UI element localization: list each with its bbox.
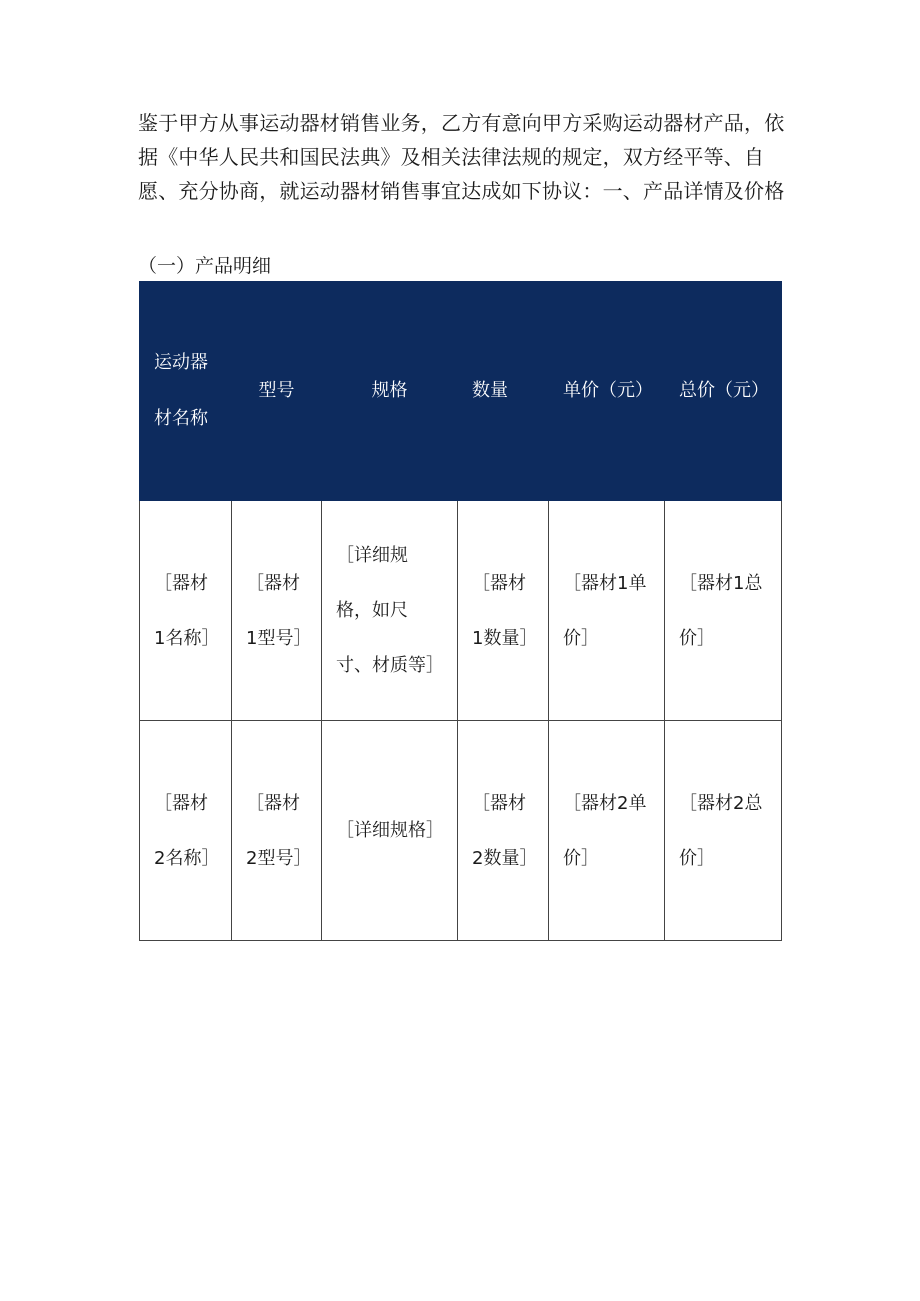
cell-total-price: ［器材2总价］: [665, 721, 782, 941]
cell-spec: ［详细规格］: [322, 721, 458, 941]
header-quantity: 数量: [458, 282, 549, 501]
product-detail-table: [139, 281, 782, 941]
table-row: [140, 501, 782, 721]
table-row: [140, 721, 782, 941]
header-unit-price: 单价（元）: [549, 282, 665, 501]
header-total-price: 总价（元）: [665, 282, 782, 501]
cell-model: ［器材2型号］: [232, 721, 322, 941]
table-header-row: [140, 282, 782, 501]
cell-quantity: ［器材2数量］: [458, 721, 549, 941]
cell-total-price: ［器材1总价］: [665, 501, 782, 721]
cell-quantity: ［器材1数量］: [458, 501, 549, 721]
header-spec: 规格: [322, 282, 458, 501]
intro-paragraph: 鉴于甲方从事运动器材销售业务，乙方有意向甲方采购运动器材产品，依据《中华人民共和国民法典》及相关法律法规的规定，双方经平等、自愿、充分协商，就运动器材销售事宜达成如下协议：一、产品详情及价格: [138, 111, 785, 203]
header-equipment-name: 运动器材名称: [140, 282, 232, 501]
cell-equipment-name: ［器材1名称］: [140, 501, 232, 721]
cell-spec: ［详细规格，如尺寸、材质等］: [322, 501, 458, 721]
header-model: 型号: [232, 282, 322, 501]
section-heading: （一）产品明细: [138, 255, 272, 277]
cell-model: ［器材1型号］: [232, 501, 322, 721]
cell-unit-price: ［器材2单价］: [549, 721, 665, 941]
cell-equipment-name: ［器材2名称］: [140, 721, 232, 941]
cell-unit-price: ［器材1单价］: [549, 501, 665, 721]
